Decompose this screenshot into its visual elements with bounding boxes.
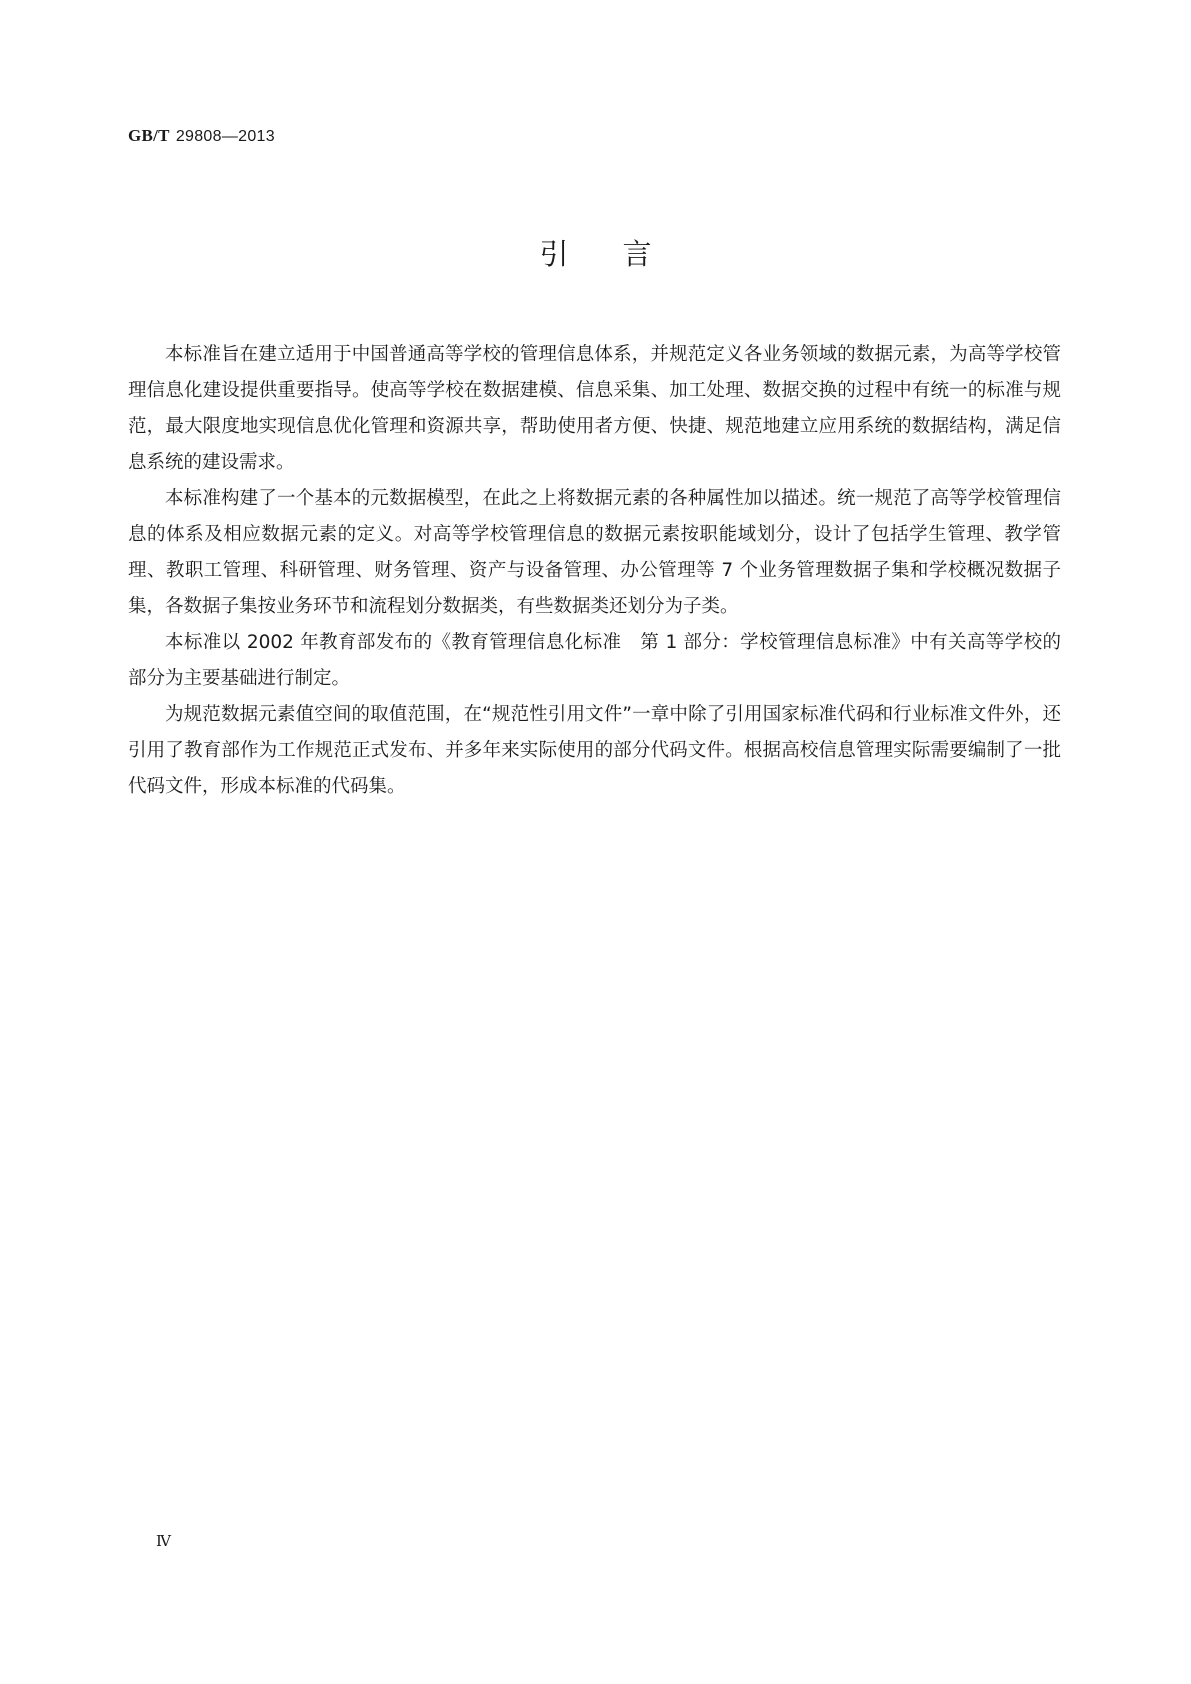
paragraph-2: 本标准构建了一个基本的元数据模型，在此之上将数据元素的各种属性加以描述。统一规范了高等学校管理信息的体系及相应数据元素的定义。对高等学校管理信息的数据元素按职能域划分，设计了包括学生管理、教学管理、教职工管理、科研管理、财务管理、资产与设备管理、办公管理等 7 个业务管理数据子集和学校概况数据子集，各数据子集按业务环节和流程划分数据类，有些数据类还划分为子类。 [128, 488, 1061, 617]
standard-code-header [128, 126, 275, 146]
paragraph-1: 本标准旨在建立适用于中国普通高等学校的管理信息体系，并规范定义各业务领域的数据元素，为高等学校管理信息化建设提供重要指导。使高等学校在数据建模、信息采集、加工处理、数据交换的过程中有统一的标准与规范，最大限度地实现信息优化管理和资源共享，帮助使用者方便、快捷、规范地建立应用系统的数据结构，满足信息系统的建设需求。 [128, 344, 1061, 473]
standard-number: 29808—2013 [175, 128, 275, 145]
paragraph-4: 为规范数据元素值空间的取值范围，在“规范性引用文件”一章中除了引用国家标准代码和行业标准文件外，还引用了教育部作为工作规范正式发布、并多年来实际使用的部分代码文件。根据高校信息管理实际需要编制了一批代码文件，形成本标准的代码集。 [128, 704, 1061, 797]
standard-prefix: GB/T [128, 126, 170, 145]
paragraph-3: 本标准以 2002 年教育部发布的《教育管理信息化标准 第 1 部分：学校管理信息标准》中有关高等学校的部分为主要基础进行制定。 [128, 632, 1061, 689]
page-title: 引言 [539, 237, 706, 271]
page-number: Ⅳ [156, 1534, 171, 1550]
introduction-body [128, 337, 1061, 805]
